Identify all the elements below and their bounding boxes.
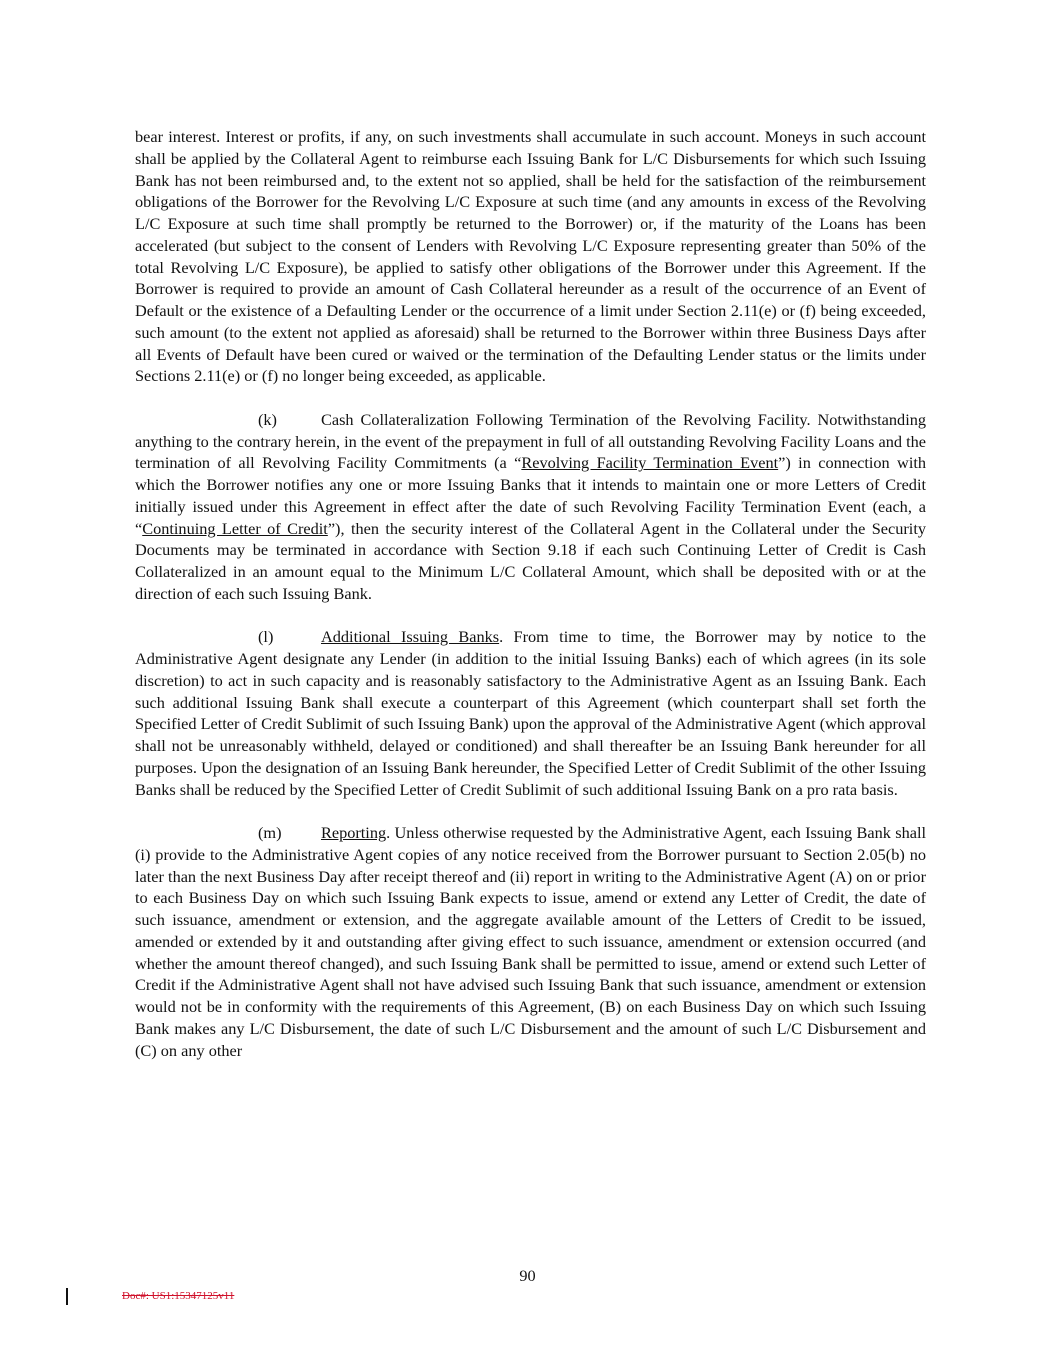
section-text: . From time to time, the Borrower may by notice to the Administrative Agent designate any Lender (in addition to the initial Issuing Banks) each of which agrees (in its sole discretion) to act in such capacity and is reasonably satisfactory to the Administrative Agent as an Issuing Bank. Each such additional Issuing Bank shall execute a counterpart of this Agreement (which counterpart shall set forth the Specified Letter of Credit Sublimit of such Issuing Bank) upon the approval of the Administrative Agent (which approval shall not be unreasonably withheld, delayed or conditioned) and shall thereafter be an Issuing Bank hereunder for all purposes. Upon the designation of an Issuing Bank hereunder, the Specified Letter of Credit Sublimit of the other Issuing Banks shall be reduced by the Specified Letter of Credit Sublimit of such additional Issuing Bank on a pro rata basis.	[135, 627, 926, 799]
defined-term: Revolving Facility Termination Event	[521, 453, 779, 473]
section-l	[135, 626, 926, 800]
section-label: (m)	[258, 823, 282, 842]
document-id: Doc#: US1:15347125v11	[122, 1290, 235, 1302]
page-number: 90	[519, 1266, 536, 1285]
section-m	[135, 822, 926, 1061]
paragraph-continuation: bear interest. Interest or profits, if any, on such investments shall accumulate in such account. Moneys in such account shall be applied by the Collateral Agent to reimburse each Issuing Bank for L/C Disbursements for which such Issuing Bank has not been reimbursed and, to the extent not so applied, shall be held for the satisfaction of the reimbursement obligations of the Borrower for the Revolving L/C Exposure at such time (and any amounts in excess of the Revolving L/C Exposure at such time shall promptly be returned to the Borrower) or, if the maturity of the Loans has been accelerated (but subject to the consent of Lenders with Revolving L/C Exposure representing greater than 50% of the total Revolving L/C Exposure), be applied to satisfy other obligations of the Borrower under this Agreement. If the Borrower is required to provide an amount of Cash Collateral hereunder as a result of the occurrence of an Event of Default or the existence of a Defaulting Lender or the occurrence of a limit under Section 2.11(e) or (f) being exceeded, such amount (to the extent not applied as aforesaid) shall be returned to the Borrower within three Business Days after all Events of Default have been cured or waived or the termination of the Defaulting Lender status or the limits under Sections 2.11(e) or (f) no longer being exceeded, as applicable.	[135, 127, 926, 386]
section-heading: Additional Issuing Banks	[321, 627, 500, 647]
section-text: . Unless otherwise requested by the Administrative Agent, each Issuing Bank shall (i) provide to the Administrative Agent copies of any notice received from the Borrower pursuant to Section 2.05(b) no later than the next Business Day after receipt thereof and (ii) report in writing to the Administrative Agent (A) on or prior to each Business Day on which such Issuing Bank expects to issue, amend or extend any Letter of Credit, the date of such issuance, amendment or extension, and the aggregate available amount of the Letters of Credit to be issued, amended or extended by it and outstanding after giving effect to such issuance, amendment or extension occurred (and whether the amount thereof changed), and such Issuing Bank shall be permitted to issue, amend or extend such Letter of Credit if the Administrative Agent shall not have advised such Issuing Bank that such issuance, amendment or extension would not be in conformity with the requirements of this Agreement, (B) on each Business Day on which such Issuing Bank makes any L/C Disbursement, the date of such L/C Disbursement and the amount of such L/C Disbursement and (C) on any other	[135, 823, 926, 1060]
section-heading: Reporting	[321, 823, 387, 842]
section-text: Cash Collateralization Following Termination of the Revolving Facility. Notwithstanding anything to the contrary herein, in the event of the prepayment in full of all outstanding Revolving Facility Loans and the termination of all Revolving Facility Commitments (a “	[135, 409, 926, 473]
section-text: ”), then the security interest of the Collateral Agent in the Collateral under the Security Documents may be terminated in accordance with Section 9.18 if each such Continuing Letter of Credit is Cash Collateralized in an amount equal to the Minimum L/C Collateral Amount, which shall be deposited with or at the direction of each such Issuing Bank.	[135, 518, 926, 603]
document-body	[135, 126, 926, 1083]
change-bar	[66, 1288, 68, 1305]
section-k	[135, 409, 926, 605]
defined-term: Continuing Letter of Credit	[142, 518, 328, 538]
section-label: (l)	[258, 627, 274, 647]
section-text: ”) in connection with which the Borrower notifies any one or more Issuing Banks that it intends to maintain one or more Letters of Credit initially issued under this Agreement in effect after the date of such Revolving Facility Termination Event (each, a “	[135, 453, 927, 538]
section-label: (k)	[258, 409, 277, 429]
